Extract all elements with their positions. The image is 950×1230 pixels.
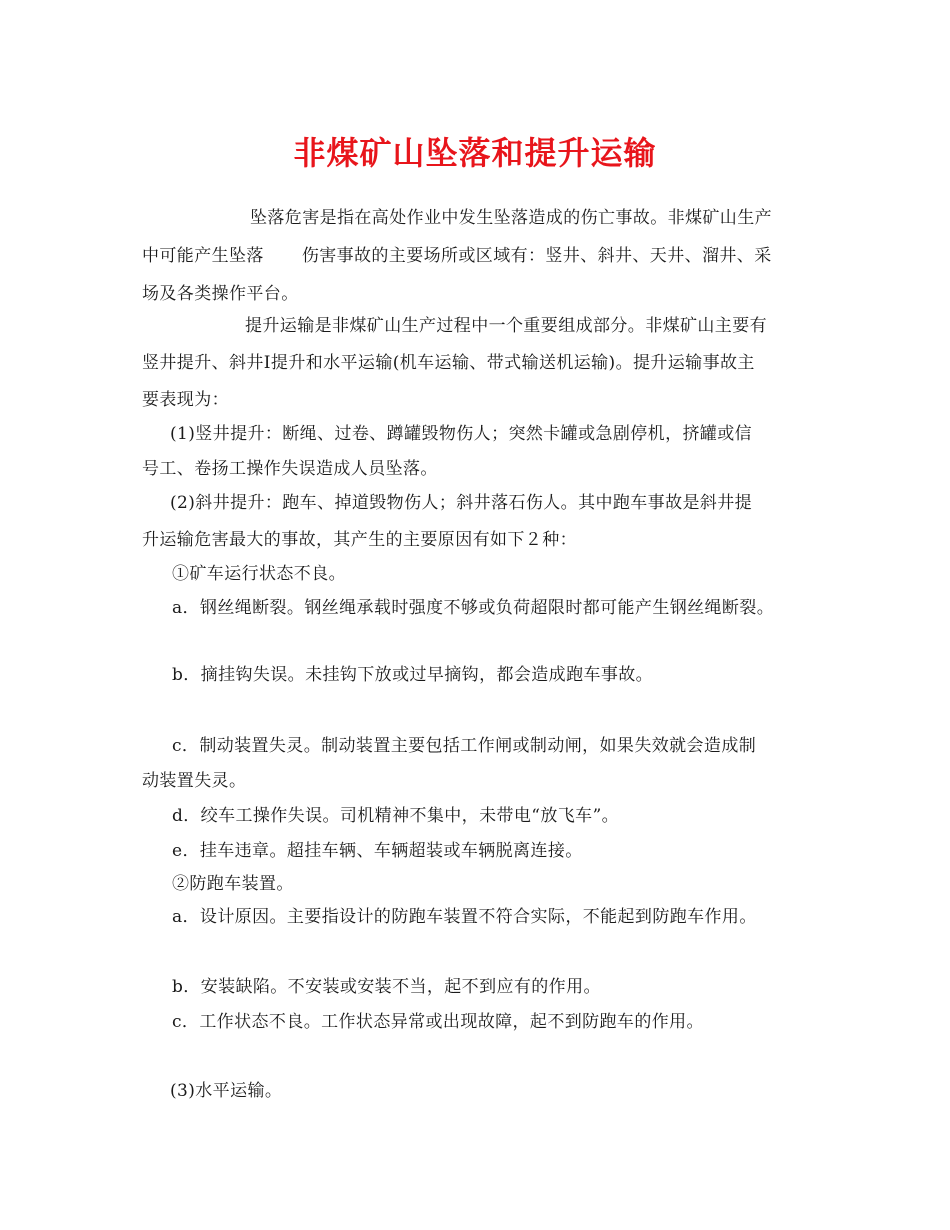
document-title: 非煤矿山坠落和提升运输 xyxy=(293,134,657,172)
list-item: a．设计原因。主要指设计的防跑车装置不符合实际，不能起到防跑车作用。 xyxy=(172,907,757,927)
paragraph-text: 场及各类操作平台。 xyxy=(142,284,299,304)
section-heading: ②防跑车装置。 xyxy=(172,874,294,894)
list-item: (2)斜井提升：跑车、掉道毁物伤人；斜井落石伤人。其中跑车事故是斜井提 xyxy=(170,493,753,513)
paragraph-text: 要表现为： xyxy=(142,390,229,410)
paragraph-text: 提升运输是非煤矿山生产过程中一个重要组成部分。非煤矿山主要有 xyxy=(245,316,767,336)
list-item: d．绞车工操作失误。司机精神不集中，未带电“放飞车”。 xyxy=(172,806,620,826)
paragraph-text: 坠落危害是指在高处作业中发生坠落造成的伤亡事故。非煤矿山生产 xyxy=(250,208,772,228)
list-item: b．安装缺陷。不安装或安装不当，起不到应有的作用。 xyxy=(172,977,601,997)
list-item: c．工作状态不良。工作状态异常或出现故障，起不到防跑车的作用。 xyxy=(172,1012,704,1032)
paragraph-text: 竖井提升、斜井Ⅰ提升和水平运输(机车运输、带式输送机运输)。提升运输事故主 xyxy=(142,353,755,373)
list-item-continuation: 号工、卷扬工操作失误造成人员坠落。 xyxy=(142,459,438,479)
section-heading: ①矿车运行状态不良。 xyxy=(172,564,346,584)
list-item-continuation: 动装置失灵。 xyxy=(142,771,247,791)
paragraph-text-segment: 伤害事故的主要场所或区域有：竖井、斜井、天井、溜井、采 xyxy=(301,246,772,266)
paragraph-text-segment: 中可能产生坠落 xyxy=(142,246,264,266)
list-item: e．挂车违章。超挂车辆、车辆超装或车辆脱离连接。 xyxy=(172,841,583,861)
paragraph-text xyxy=(142,245,772,267)
list-item: (1)竖井提升：断绳、过卷、蹲罐毁物伤人；突然卡罐或急剧停机，挤罐或信 xyxy=(170,424,753,444)
section-heading: (3)水平运输。 xyxy=(170,1081,283,1101)
list-item: a．钢丝绳断裂。钢丝绳承载时强度不够或负荷超限时都可能产生钢丝绳断裂。 xyxy=(172,598,775,618)
list-item-continuation: 升运输危害最大的事故，其产生的主要原因有如下２种： xyxy=(142,530,577,550)
list-item: b．摘挂钩失误。未挂钩下放或过早摘钩，都会造成跑车事故。 xyxy=(172,665,654,685)
list-item: c．制动装置失灵。制动装置主要包括工作闸或制动闸，如果失效就会造成制 xyxy=(172,736,757,756)
